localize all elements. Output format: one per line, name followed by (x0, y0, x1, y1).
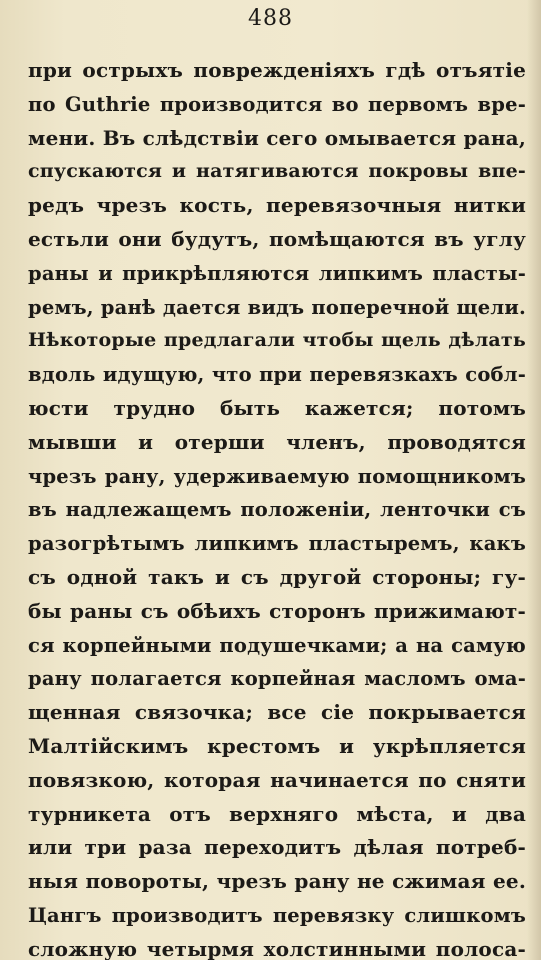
text-line: мывши и отерши членъ, проводятся (28, 429, 526, 454)
text-line: повязкою, которая начинается по сняти (28, 767, 526, 792)
text-line: ся корпейными подушечками; а на самую (28, 633, 526, 657)
text-line: по Guthrie производится во первомъ вре- (28, 92, 526, 116)
text-line: съ одной такъ и съ другой стороны; гу- (28, 564, 526, 589)
text-line: въ надлежащемъ положеніи, ленточки съ (28, 498, 526, 522)
text-line: мени. Въ слѣдствіи сего омывается рана, (28, 125, 526, 150)
text-line: вдоль идущую, что при перевязкахъ собл- (28, 363, 526, 387)
body-text (28, 54, 526, 960)
text-line: ныя повороты, чрезъ рану не сжимая ее. (28, 869, 526, 894)
text-line: турникета отъ верхняго мѣста, и два (28, 801, 526, 826)
text-line: юсти трудно быть кажется; потомъ (28, 395, 526, 420)
text-line: естьли они будутъ, помѣщаются въ углу (28, 226, 526, 251)
text-line: Нѣкоторые предлагали чтобы щель дѣлать (28, 329, 526, 352)
text-line: или три раза переходитъ дѣлая потреб- (28, 835, 526, 860)
page-number: 488 (248, 6, 293, 31)
text-line: спускаются и натягиваются покровы впе- (28, 160, 526, 183)
text-line: чрезъ рану, удерживаемую помощникомъ (28, 464, 526, 488)
text-line: при острыхъ поврежденіяхъ гдѣ отъятіе (28, 58, 526, 82)
page-edge-shadow (527, 0, 541, 960)
text-line: Цангъ производитъ перевязку слишкомъ (28, 903, 526, 927)
text-line: разогрѣтымъ липкимъ пластыремъ, какъ (28, 532, 526, 556)
text-line: рану полагается корпейная масломъ ома- (28, 667, 526, 691)
text-line: раны и прикрѣпляются липкимъ пласты- (28, 261, 526, 285)
text-line: ремъ, ранѣ дается видъ поперечной щели. (28, 295, 526, 319)
text-line: Малтійскимъ крестомъ и укрѣпляется (28, 733, 526, 758)
text-line: редъ чрезъ кость, перевязочныя нитки (28, 193, 526, 218)
text-line: бы раны съ обѣихъ сторонъ прижимают- (28, 598, 526, 623)
text-line: щенная связочка; все сіе покрывается (28, 700, 526, 725)
text-line: сложную четырмя холстинными полоса- (28, 936, 526, 960)
